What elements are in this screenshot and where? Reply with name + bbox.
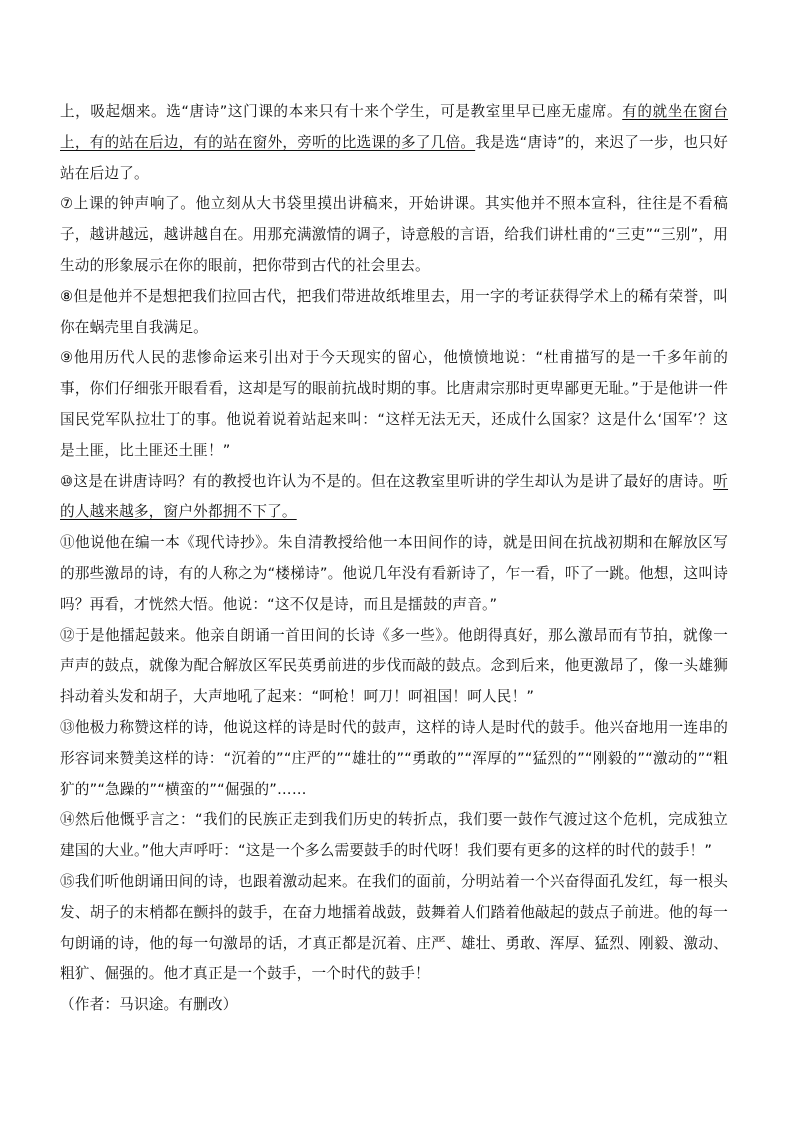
underlined-sentence: 有的就坐在窗台上，有的站在后边，有的站在窗外，旁听的比选课的多了几倍。 bbox=[60, 103, 728, 151]
paragraph-14 bbox=[60, 805, 728, 867]
paragraph-13 bbox=[60, 713, 728, 805]
text-run: 我是选“唐诗”的，来迟了一步，也只好站在后边了。 bbox=[60, 133, 728, 182]
credit-text: （作者：马识途。有删改） bbox=[60, 996, 238, 1014]
text-run: ⑭然后他慨乎言之：“我们的民族正走到我们历史的转折点，我们要一鼓作气渡过这个危机，完成独立建国的大业。”他大声呼吁：“这是一个多么需要鼓手的时代呀！我们要有更多的这样的时代的鼓手！” bbox=[60, 811, 728, 860]
paragraph-8 bbox=[60, 282, 728, 344]
text-run: ⑩这是在讲唐诗吗？有的教授也许认为不是的。但在这教室里听讲的学生却认为是讲了最好的唐诗。 bbox=[60, 472, 714, 490]
underlined-sentence: 听的人越来越多，窗户外都拥不下了。 bbox=[60, 472, 728, 521]
paragraph-9 bbox=[60, 343, 728, 466]
text-run: ⑦上课的钟声响了。他立刻从大书袋里摸出讲稿来，开始讲课。其实他并不照本宣科，往往是不看稿子，越讲越远，越讲越自在。用那充满激情的调子，诗意般的言语，给我们讲杜甫的“三吏”“三别”，用生动的形象展示在你的眼前，把你带到古代的社会里去。 bbox=[60, 195, 728, 274]
text-run: ⑬他极力称赞这样的诗，他说这样的诗是时代的鼓声，这样的诗人是时代的鼓手。他兴奋地用一连串的形容词来赞美这样的诗：“沉着的”“庄严的”“雄壮的”“勇敢的”“浑厚的”“猛烈的”“刚毅的”“激动的”“粗犷的”“急躁的”“横蛮的”“倔强的”…… bbox=[60, 718, 728, 798]
text-run: ⑨他用历代人民的悲惨命运来引出对于今天现实的留心，他愤愤地说：“杜甫描写的是一千多年前的事，你们仔细张开眼看看，这却是写的眼前抗战时期的事。比唐肃宗那时更卑鄙更无耻。”于是他讲一件国民党军队拉壮丁的事。他说着说着站起来叫：“这样无法无天，还成什么国家？这是什么‘国军’？这是土匪，比土匪还土匪！” bbox=[60, 349, 728, 459]
paragraph-7 bbox=[60, 189, 728, 281]
paragraph-6-tail bbox=[60, 97, 728, 189]
author-credit bbox=[60, 990, 728, 1021]
article-body bbox=[60, 97, 728, 1021]
text-run: 上，吸起烟来。选“唐诗”这门课的本来只有十来个学生，可是教室里早已座无虚席。 bbox=[60, 103, 623, 120]
paragraph-10 bbox=[60, 467, 728, 529]
paragraph-15 bbox=[60, 867, 728, 990]
paragraph-11 bbox=[60, 528, 728, 620]
text-run: ⑮我们听他朗诵田间的诗，也跟着激动起来。在我们的面前，分明站着一个兴奋得面孔发红，每一根头发、胡子的末梢都在颤抖的鼓手，在奋力地擂着战鼓，鼓舞着人们踏着他敲起的鼓点子前进。他的每一句朗诵的诗，他的每一句激昂的话，才真正都是沉着、庄严、雄壮、勇敢、浑厚、猛烈、刚毅、激动、粗犷、倔强的。他才真正是一个鼓手，一个时代的鼓手！ bbox=[60, 872, 728, 983]
text-run: ⑧但是他并不是想把我们拉回古代，把我们带进故纸堆里去，用一字的考证获得学术上的稀有荣誉，叫你在蜗壳里自我满足。 bbox=[60, 287, 728, 336]
text-run: ⑫于是他擂起鼓来。他亲自朗诵一首田间的长诗《多一些》。他朗得真好，那么激昂而有节拍，就像一声声的鼓点，就像为配合解放区军民英勇前进的步伐而敲的鼓点。念到后来，他更激昂了，像一头雄狮抖动着头发和胡子，大声地吼了起来：“呵枪！呵刀！呵祖国！呵人民！” bbox=[60, 626, 728, 706]
text-run: ⑪他说他在编一本《现代诗抄》。朱自清教授给他一本田间作的诗，就是田间在抗战初期和在解放区写的那些激昂的诗，有的人称之为“楼梯诗”。他说几年没有看新诗了，乍一看，吓了一跳。他想，这叫诗吗？再看，才恍然大悟。他说：“这不仅是诗，而且是擂鼓的声音。” bbox=[60, 534, 728, 613]
paragraph-12 bbox=[60, 621, 728, 713]
